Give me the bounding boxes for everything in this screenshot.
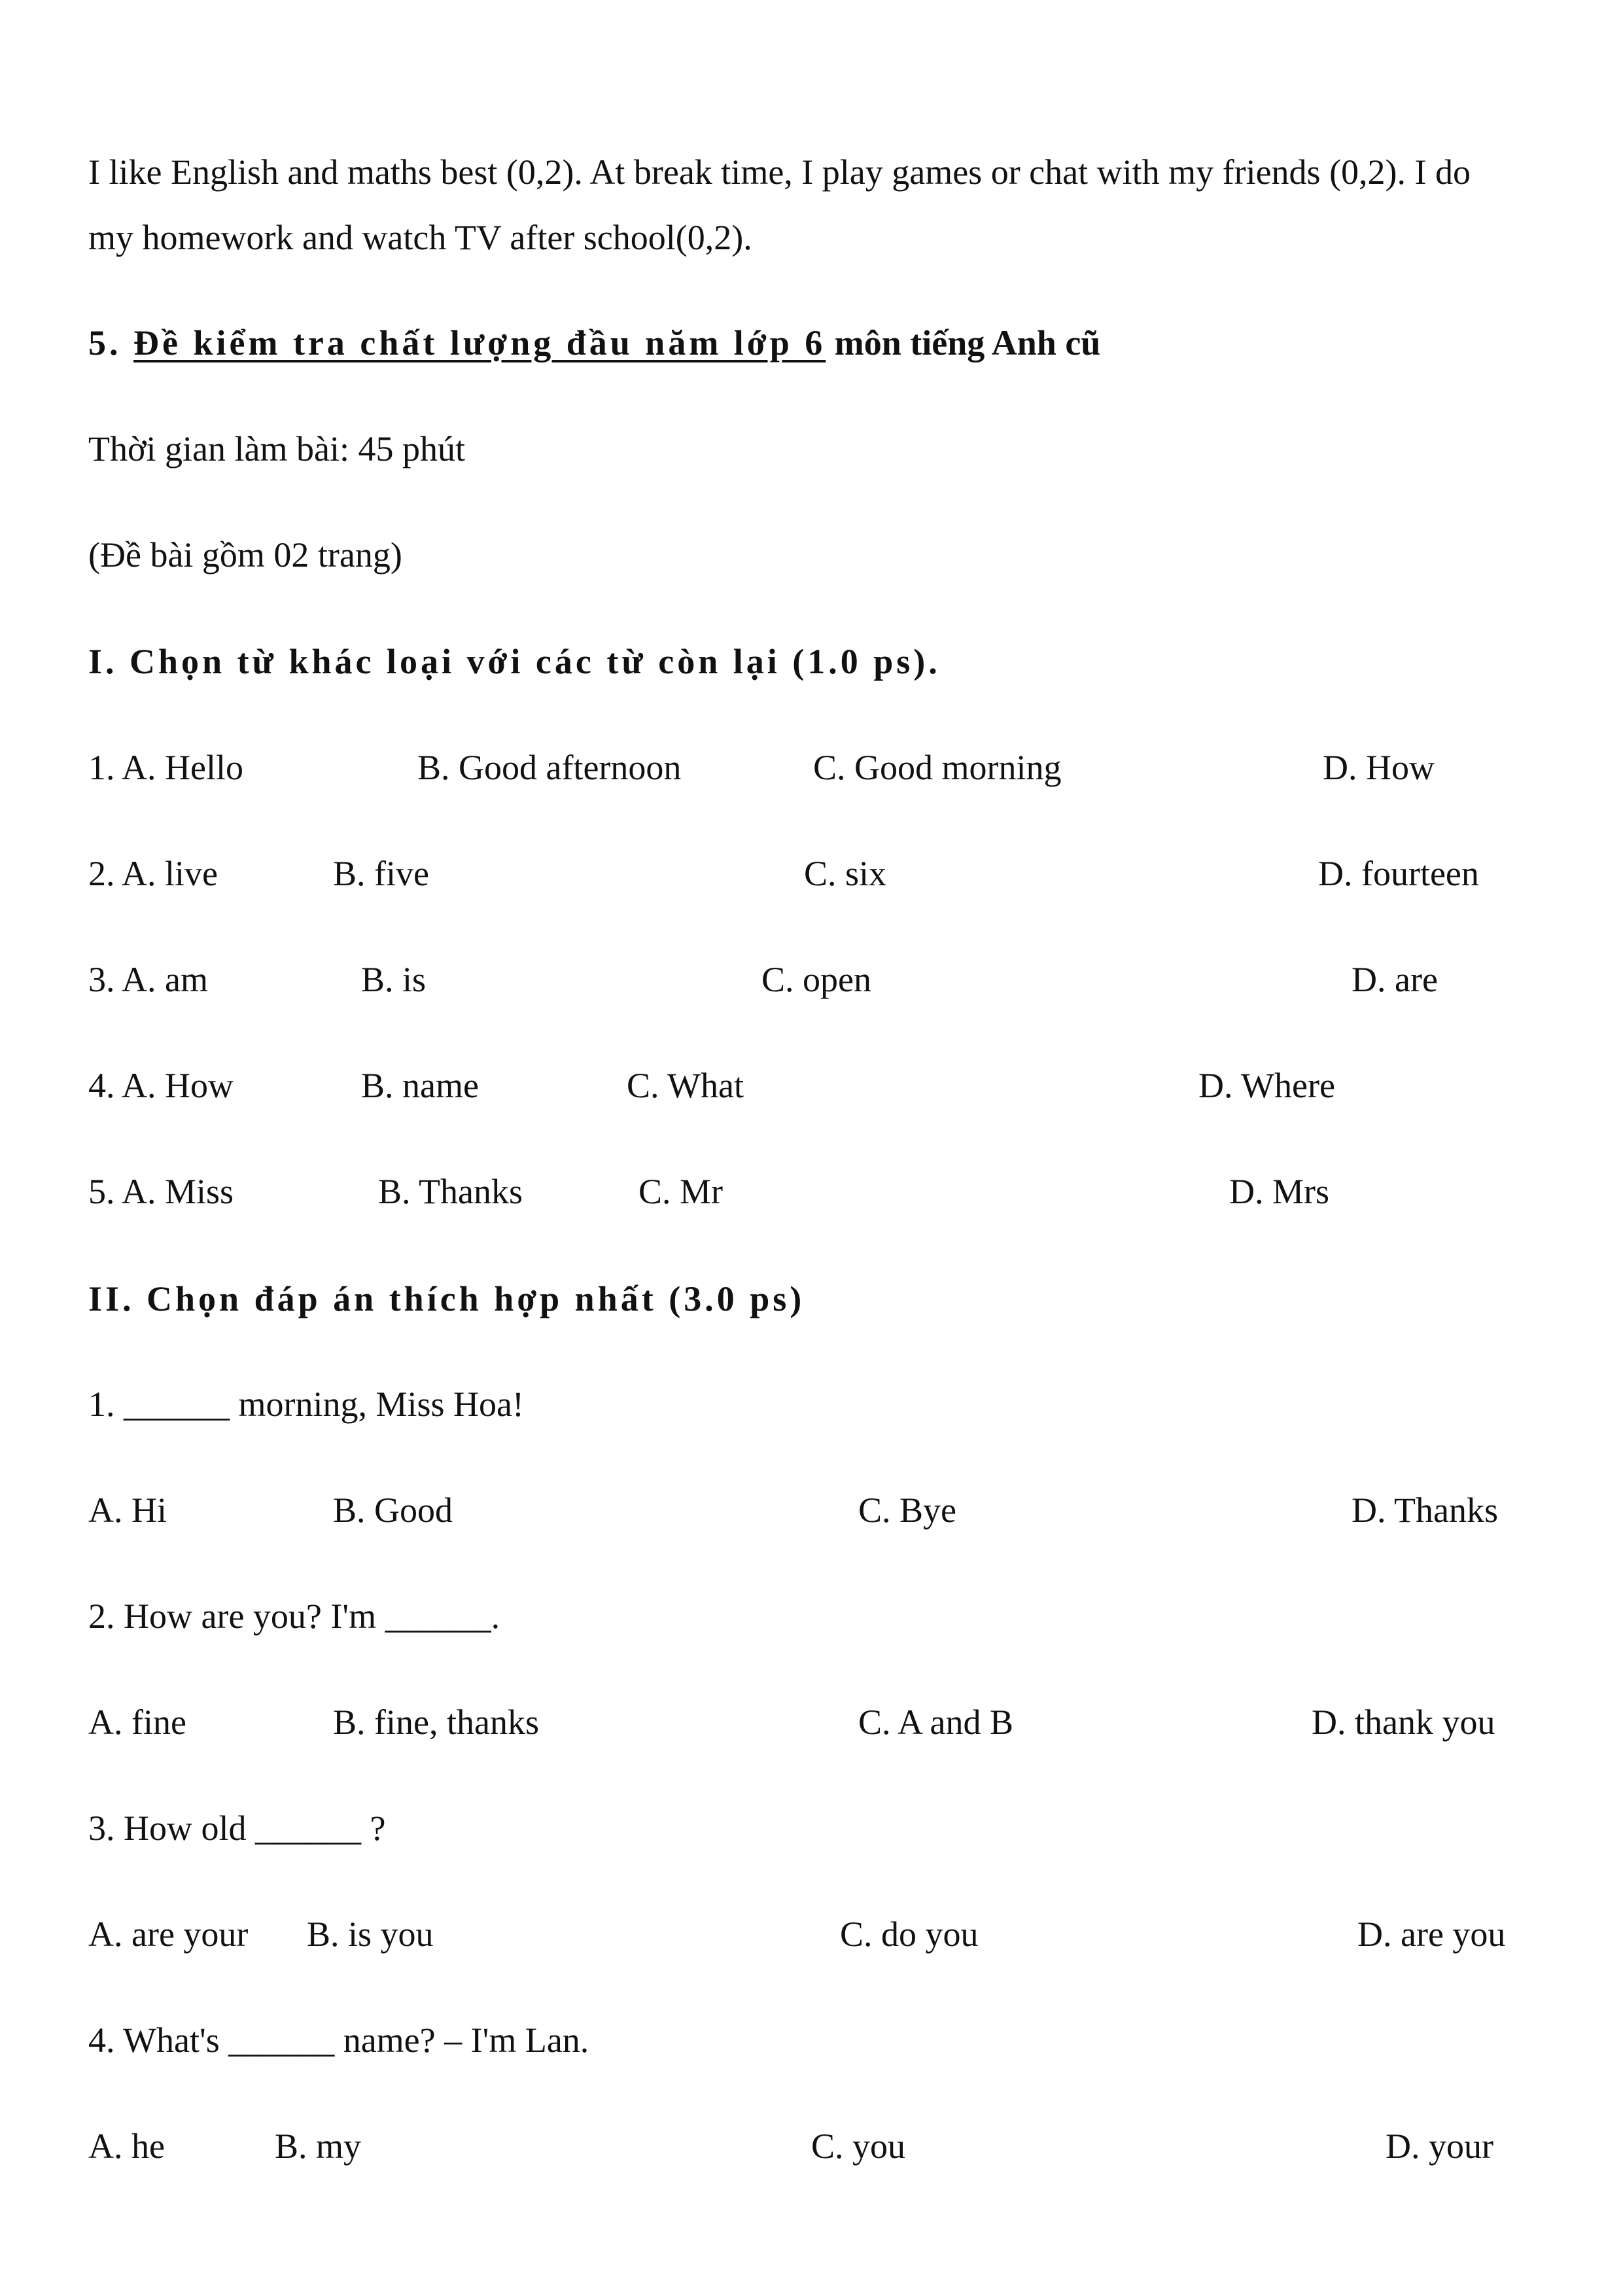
option-c: C. What: [627, 1066, 744, 1105]
question-stem: 1. ______ morning, Miss Hoa!: [88, 1385, 524, 1424]
option-a: A. Hi: [88, 1491, 167, 1530]
option-d: D. Thanks: [1352, 1491, 1498, 1530]
option-d: D. fourteen: [1318, 854, 1479, 893]
section-heading: [88, 325, 1100, 361]
question-stem: 4. What's ______ name? – I'm Lan.: [88, 2021, 589, 2060]
option-a: A. fine: [88, 1703, 186, 1742]
option-b: B. five: [333, 854, 429, 893]
option-a: 2. A. live: [88, 854, 218, 893]
option-d: D. thank you: [1312, 1703, 1495, 1742]
option-b: B. is you: [307, 1915, 434, 1954]
question-stem: 2. How are you? I'm ______.: [88, 1597, 500, 1636]
option-a: A. he: [88, 2127, 165, 2166]
option-b: B. Good: [333, 1491, 453, 1530]
heading-number: 5.: [88, 323, 133, 362]
heading-title-rest: môn tiếng Anh cũ: [826, 323, 1101, 362]
option-d: D. are you: [1357, 1915, 1506, 1954]
option-a: 3. A. am: [88, 960, 208, 999]
section-1-title: I. Chọn từ khác loại với các từ còn lại (1.0 ps).: [88, 642, 941, 681]
option-c: C. open: [761, 960, 871, 999]
option-c: C. Bye: [858, 1491, 957, 1530]
option-c: C. Mr: [638, 1172, 724, 1211]
intro-line-2: my homework and watch TV after school(0,2).: [88, 218, 752, 257]
option-c: C. Good morning: [813, 748, 1062, 787]
option-b: B. Good afternoon: [417, 748, 682, 787]
option-b: B. Thanks: [378, 1172, 523, 1211]
option-d: D. are: [1352, 960, 1438, 999]
option-a: 4. A. How: [88, 1066, 234, 1105]
option-c: C. six: [804, 854, 887, 893]
option-d: D. your: [1386, 2127, 1493, 2166]
option-b: B. my: [275, 2127, 362, 2166]
option-c: C. you: [811, 2127, 906, 2166]
exam-duration: Thời gian làm bài: 45 phút: [88, 429, 465, 468]
heading-title-link[interactable]: Đề kiểm tra chất lượng đầu năm lớp 6: [133, 323, 826, 362]
option-c: C. do you: [840, 1915, 979, 1954]
option-c: C. A and B: [858, 1703, 1014, 1742]
option-d: D. Where: [1198, 1066, 1335, 1105]
option-b: B. name: [361, 1066, 479, 1105]
option-a: A. are your: [88, 1915, 249, 1954]
option-a: 1. A. Hello: [88, 748, 243, 787]
intro-line-1: I like English and maths best (0,2). At break time, I play games or chat with my friends (0,2). I do: [88, 152, 1471, 192]
question-stem: 3. How old ______ ?: [88, 1809, 386, 1848]
option-a: 5. A. Miss: [88, 1172, 234, 1211]
option-d: D. How: [1323, 748, 1435, 787]
option-d: D. Mrs: [1229, 1172, 1330, 1211]
option-b: B. fine, thanks: [333, 1703, 539, 1742]
section-2-title: II. Chọn đáp án thích hợp nhất (3.0 ps): [88, 1279, 805, 1318]
option-b: B. is: [361, 960, 427, 999]
exam-page-count: (Đề bài gồm 02 trang): [88, 535, 402, 574]
